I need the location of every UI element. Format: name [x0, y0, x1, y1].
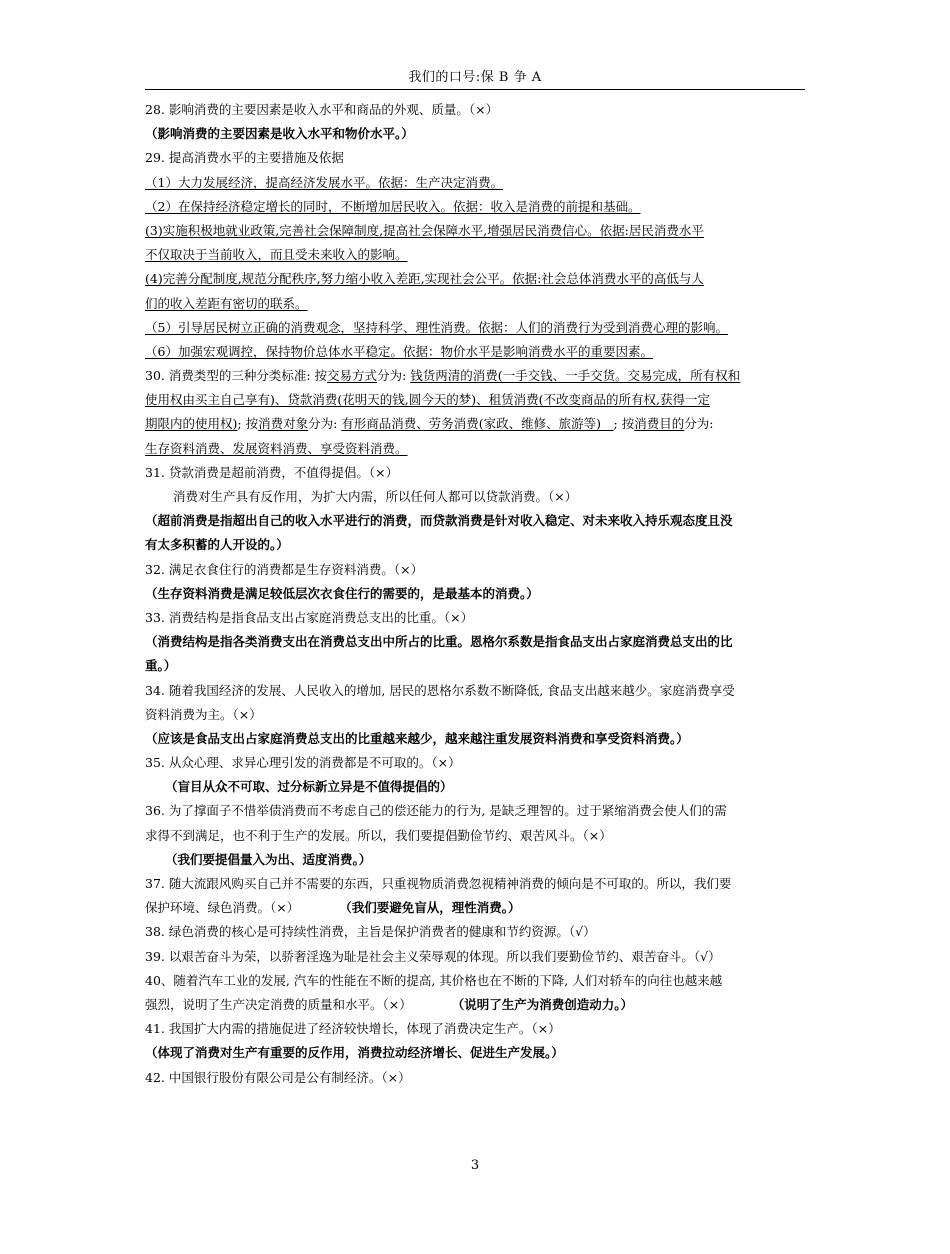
- page-footer: [0, 1158, 950, 1173]
- q30-split-label-2: 分为:: [308, 416, 342, 432]
- question-35: 35. 从众心理、求异心理引发的消费都是不可取的。（×）: [145, 755, 461, 771]
- question-36-line1: 36. 为了撑面子不惜举债消费而不考虑自己的偿还能力的行为, 是缺乏理智的。过于紧缩消费会使人们的需: [145, 803, 727, 819]
- q30-basis-object: 消费对象: [258, 416, 309, 432]
- page-header: [145, 66, 805, 90]
- answer-35: （盲目从众不可取、过分标新立异是不值得提倡的）: [165, 779, 453, 795]
- q30-prefix: 30. 消费类型的三种分类标准: 按: [145, 368, 328, 384]
- question-29: 29. 提高消费水平的主要措施及依据: [145, 150, 344, 166]
- question-33: 33. 消费结构是指食品支出占家庭消费总支出的比重。（×）: [145, 609, 474, 625]
- answer-31-line2: 有太多积蓄的人开设的。）: [145, 537, 289, 553]
- q30-split-label: 分为:: [377, 368, 411, 384]
- measure-29-4-line2: 们的收入差距有密切的联系。: [145, 295, 308, 311]
- question-30-line3: [145, 412, 809, 436]
- measure-29-6: （6）加强宏观调控，保持物价总体水平稳定。依据：物价水平是影响消费水平的重要因素。: [145, 343, 653, 359]
- measure-29-5: （5）引导居民树立正确的消费观念，坚持科学、理性消费。依据：人们的消费行为受到消费心理的影响。: [145, 319, 728, 335]
- q30-lease-end: 期限内的使用权): [145, 416, 238, 432]
- question-32: 32. 满足衣食住行的消费都是生存资料消费。（×）: [145, 561, 424, 577]
- measure-29-3-line2: 不仅取决于当前收入，而且受未来收入的影响。: [145, 247, 408, 263]
- question-39: 39. 以艰苦奋斗为荣，以骄奢淫逸为耻是社会主义荣辱观的体现。所以我们要勤俭节约、艰苦奋斗。（√）: [145, 948, 721, 964]
- document-body: [145, 98, 809, 1090]
- question-30-line1: [145, 364, 809, 388]
- question-36-line2: 求得不到满足，也不利于生产的发展。所以，我们要提倡勤俭节约、艰苦风斗。（×）: [145, 827, 612, 843]
- q30-object-types: 有形商品消费、劳务消费(家政、维修、旅游等): [341, 416, 614, 432]
- answer-41: （体现了消费对生产有重要的反作用，消费拉动经济增长、促进生产发展。）: [145, 1045, 564, 1061]
- question-37-line2-text: 保护环境、绿色消费。（×）: [145, 900, 300, 916]
- question-40-line2: [145, 993, 809, 1017]
- measure-29-1: （1）大力发展经济，提高经济发展水平。依据：生产决定消费。: [145, 174, 503, 190]
- question-40-line2-text: 强烈，说明了生产决定消费的质量和水平。（×）: [145, 996, 412, 1012]
- question-37-line2: [145, 896, 809, 920]
- header-slogan: 我们的口号:保 B 争 A: [408, 70, 542, 85]
- question-38: 38. 绿色消费的核心是可持续性消费，主旨是保护消费者的健康和节约资源。（√）: [145, 924, 596, 940]
- answer-37: （我们要避免盲从，理性消费。）: [339, 900, 521, 916]
- question-28: 28. 影响消费的主要因素是收入水平和商品的外观、质量。（×）: [145, 102, 499, 117]
- answer-40: （说明了生产为消费创造动力。）: [451, 996, 633, 1012]
- question-31-b: 消费对生产具有反作用，为扩大内需，所以任何人都可以贷款消费。（×）: [173, 489, 578, 504]
- answer-36: （我们要提倡量入为出、适度消费。）: [165, 851, 372, 867]
- question-34-line2: 资料消费为主。（×）: [145, 706, 262, 722]
- measure-29-3-line1: (3)实施积极地就业政策,完善社会保障制度,提高社会保障水平,增强居民消费信心。依据:居民消费水平: [145, 222, 704, 238]
- page-number: 3: [470, 1158, 480, 1173]
- question-31: 31. 贷款消费是超前消费，不值得提倡。（×）: [145, 464, 399, 480]
- q30-sep-2: ; 按: [613, 416, 635, 432]
- q30-basis-trade: 交易方式: [327, 368, 378, 384]
- question-40-line1: 40、随着汽车工业的发展, 汽车的性能在不断的提高, 其价格也在不断的下降, 人们对轿车的向往也越来越: [145, 972, 723, 988]
- q30-basis-purpose: 消费目的: [634, 416, 685, 432]
- measure-29-2: （2）在保持经济稳定增长的同时，不断增加居民收入。依据：收入是消费的前提和基础。: [145, 198, 641, 214]
- answer-28: （影响消费的主要因素是收入水平和物价水平。）: [145, 126, 414, 142]
- question-37-line1: 37. 随大流跟风购买自己并不需要的东西，只重视物质消费忽视精神消费的倾向是不可取的。所以，我们要: [145, 876, 732, 891]
- question-30-line4: 生存资料消费、发展资料消费、享受资料消费。: [145, 440, 408, 456]
- q30-cash-consumption: 钱货两清的消费(一手交钱、一手交货。交易完成，所有权和: [410, 368, 741, 384]
- question-30-line2: 使用权由买主自己享有)、贷款消费(花明天的钱,圆今天的梦)、租赁消费(不改变商品的所有权,获得一定: [145, 392, 710, 408]
- answer-33-line2: 重。）: [145, 658, 177, 674]
- question-41: 41. 我国扩大内需的措施促进了经济较快增长，体现了消费决定生产。（×）: [145, 1021, 561, 1037]
- question-34-line1: 34. 随着我国经济的发展、人民收入的增加, 居民的恩格尔系数不断降低, 食品支出越来越少。家庭消费享受: [145, 682, 735, 698]
- answer-32: （生存资料消费是满足较低层次衣食住行的需要的，是最基本的消费。）: [145, 585, 539, 601]
- q30-sep-1: ; 按: [237, 416, 259, 432]
- answer-31-line1: （超前消费是指超出自己的收入水平进行的消费，而贷款消费是针对收入稳定、对未来收入持乐观态度且没: [145, 513, 733, 529]
- answer-33-line1: （消费结构是指各类消费支出在消费总支出中所占的比重。恩格尔系数是指食品支出占家庭消费总支出的比: [145, 634, 733, 650]
- answer-34: （应该是食品支出占家庭消费总支出的比重越来越少，越来越注重发展资料消费和享受资料消费。）: [145, 730, 689, 746]
- question-42: 42. 中国银行股份有限公司是公有制经济。（×）: [145, 1069, 411, 1085]
- q30-split-label-3: 分为:: [684, 416, 714, 432]
- measure-29-4-line1: (4)完善分配制度,规范分配秩序,努力缩小收入差距,实现社会公平。依据:社会总体消费水平的高低与人: [145, 271, 704, 287]
